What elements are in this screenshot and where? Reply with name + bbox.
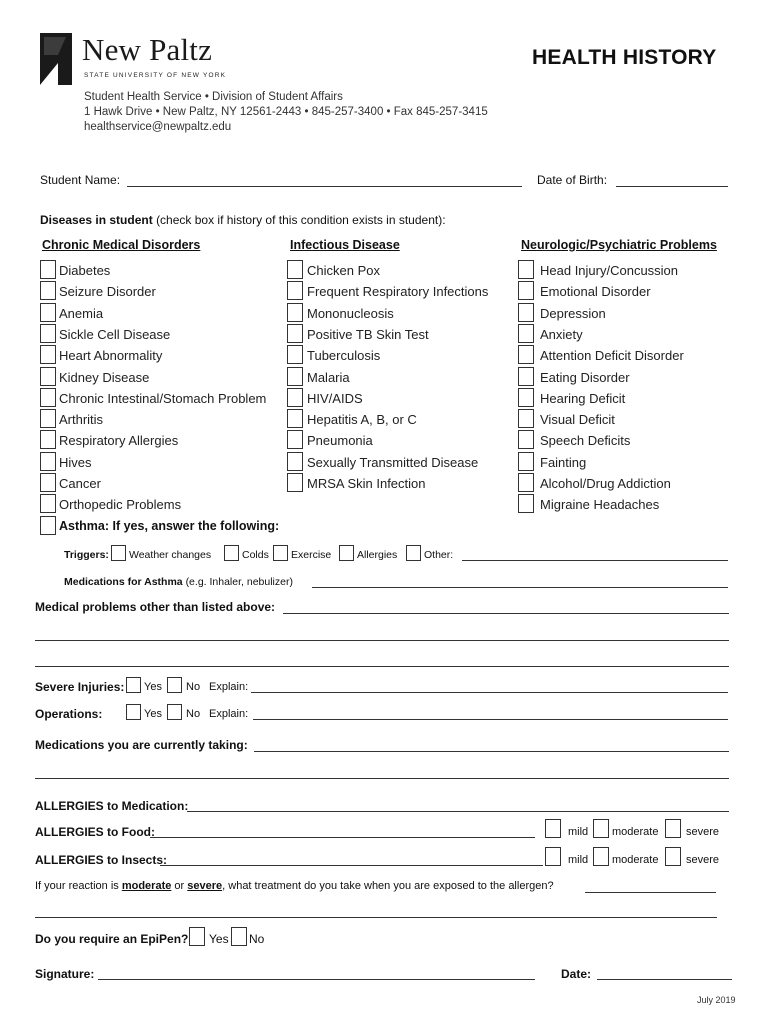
infectious-disease-label: MRSA Skin Infection xyxy=(307,476,426,491)
infectious-disease-header: Infectious Disease xyxy=(290,238,400,252)
chronic-disorder-checkbox[interactable] xyxy=(40,260,56,279)
signature-label: Signature: xyxy=(35,967,95,981)
reaction-q-severe: severe xyxy=(187,880,223,892)
operations-yes-label: Yes xyxy=(144,708,162,720)
epipen-yes-checkbox[interactable] xyxy=(189,927,205,946)
reaction-field-2[interactable] xyxy=(35,917,717,918)
food-severe-checkbox[interactable] xyxy=(665,819,681,838)
trigger-allergies-label: Allergies xyxy=(357,549,398,561)
reaction-q-pre: If your reaction is xyxy=(35,880,119,892)
reaction-field-1[interactable] xyxy=(585,892,716,893)
logo-name: New Paltz xyxy=(82,32,213,67)
neuro-psych-checkbox[interactable] xyxy=(518,494,534,513)
chronic-disorder-label: Orthopedic Problems xyxy=(59,497,182,512)
infectious-disease-label: Tuberculosis xyxy=(307,348,381,363)
neuro-psych-checkbox[interactable] xyxy=(518,345,534,364)
infectious-disease-checkbox[interactable] xyxy=(287,367,303,386)
chronic-disorder-label: Arthritis xyxy=(59,412,104,427)
chronic-disorder-checkbox[interactable] xyxy=(40,303,56,322)
neuro-psych-checkbox[interactable] xyxy=(518,473,534,492)
chronic-disorder-checkbox[interactable] xyxy=(40,281,56,300)
neuro-psych-label: Hearing Deficit xyxy=(540,391,626,406)
infectious-disease-label: Positive TB Skin Test xyxy=(307,327,429,342)
infectious-disease-checkbox[interactable] xyxy=(287,281,303,300)
reaction-question xyxy=(35,880,554,892)
trigger-other-checkbox[interactable] xyxy=(406,545,421,561)
chronic-disorder-checkbox[interactable] xyxy=(40,345,56,364)
chronic-disorder-label: Kidney Disease xyxy=(59,370,150,385)
neuro-psych-label: Alcohol/Drug Addiction xyxy=(540,476,671,491)
insects-severe-checkbox[interactable] xyxy=(665,847,681,866)
chronic-disorder-checkbox[interactable] xyxy=(40,324,56,343)
neuro-psych-label: Anxiety xyxy=(540,327,583,342)
allergies-medication-field[interactable] xyxy=(187,811,729,812)
epipen-no-label: No xyxy=(249,932,265,946)
chronic-disorder-label: Sickle Cell Disease xyxy=(59,327,171,342)
medical-problems-label: Medical problems other than listed above: xyxy=(35,600,276,614)
infectious-disease-label: HIV/AIDS xyxy=(307,391,363,406)
chronic-disorder-checkbox[interactable] xyxy=(40,430,56,449)
insects-moderate-label: moderate xyxy=(612,854,659,866)
chronic-disorder-checkbox[interactable] xyxy=(40,473,56,492)
asthma-label: Asthma xyxy=(59,519,105,533)
neuro-psych-checkbox[interactable] xyxy=(518,452,534,471)
asthma-meds-hint: (e.g. Inhaler, nebulizer) xyxy=(185,576,293,588)
allergies-food-field[interactable] xyxy=(150,837,535,838)
chronic-disorder-label: Heart Abnormality xyxy=(59,348,163,363)
chronic-disorder-label: Hives xyxy=(59,455,92,470)
trigger-colds-label: Colds xyxy=(242,549,269,561)
severe-injuries-yes-label: Yes xyxy=(144,681,162,693)
infectious-disease-label: Hepatitis A, B, or C xyxy=(307,412,417,427)
neuro-psych-checkbox[interactable] xyxy=(518,260,534,279)
trigger-exercise-checkbox[interactable] xyxy=(273,545,288,561)
infectious-disease-checkbox[interactable] xyxy=(287,260,303,279)
neuro-psych-checkbox[interactable] xyxy=(518,303,534,322)
neuro-psych-label: Head Injury/Concussion xyxy=(540,263,679,278)
chronic-disorder-checkbox[interactable] xyxy=(40,409,56,428)
infectious-disease-label: Pneumonia xyxy=(307,433,373,448)
infectious-disease-label: Frequent Respiratory Infections xyxy=(307,284,489,299)
current-meds-label: Medications you are currently taking: xyxy=(35,738,248,752)
asthma-label-row xyxy=(59,519,279,533)
footer-date: July 2019 xyxy=(697,995,736,1005)
neuro-psych-label: Speech Deficits xyxy=(540,433,631,448)
trigger-weather-checkbox[interactable] xyxy=(111,545,126,561)
trigger-other-field[interactable] xyxy=(462,560,728,561)
neuro-psych-label: Fainting xyxy=(540,455,587,470)
infectious-disease-checkbox[interactable] xyxy=(287,388,303,407)
neuro-psych-label: Eating Disorder xyxy=(540,370,630,385)
triggers-label: Triggers: xyxy=(64,549,109,561)
chronic-disorder-label: Anemia xyxy=(59,306,104,321)
current-meds-field-2[interactable] xyxy=(35,778,729,779)
insects-mild-checkbox[interactable] xyxy=(545,847,561,866)
allergies-food-label: ALLERGIES to Food: xyxy=(35,825,155,839)
severe-injuries-explain-field[interactable] xyxy=(251,692,728,693)
food-moderate-checkbox[interactable] xyxy=(593,819,609,838)
insects-mild-label: mild xyxy=(568,854,589,866)
allergies-insects-field[interactable] xyxy=(160,865,543,866)
neuro-psych-label: Depression xyxy=(540,306,606,321)
neuro-psych-label: Attention Deficit Disorder xyxy=(540,348,684,363)
neuro-psych-label: Emotional Disorder xyxy=(540,284,651,299)
operations-yes-checkbox[interactable] xyxy=(126,704,141,720)
epipen-no-checkbox[interactable] xyxy=(231,927,247,946)
neuro-psych-header: Neurologic/Psychiatric Problems xyxy=(521,238,717,252)
food-severe-label: severe xyxy=(686,826,720,838)
reaction-q-post: , what treatment do you take when you are exposed to the allergen? xyxy=(222,880,554,892)
chronic-disorder-label: Diabetes xyxy=(59,263,111,278)
neuro-psych-checkbox[interactable] xyxy=(518,324,534,343)
operations-label: Operations: xyxy=(35,707,103,721)
infectious-disease-checkbox[interactable] xyxy=(287,430,303,449)
diseases-intro-rest: (check box if history of this condition exists in student): xyxy=(156,213,446,227)
neuro-psych-checkbox[interactable] xyxy=(518,430,534,449)
signature-field[interactable] xyxy=(98,979,535,980)
infectious-disease-label: Sexually Transmitted Disease xyxy=(307,455,479,470)
allergies-insects-label: ALLERGIES to Insects: xyxy=(35,853,168,867)
chronic-disorder-label: Respiratory Allergies xyxy=(59,433,179,448)
dob-field[interactable] xyxy=(616,186,728,187)
infectious-disease-checkbox[interactable] xyxy=(287,345,303,364)
chronic-disorder-checkbox[interactable] xyxy=(40,367,56,386)
diseases-intro-bold: Diseases in student xyxy=(40,213,153,227)
infectious-disease-checkbox[interactable] xyxy=(287,409,303,428)
chronic-disorder-label: Chronic Intestinal/Stomach Problem xyxy=(59,391,267,406)
severe-injuries-label: Severe Injuries: xyxy=(35,680,125,694)
trigger-allergies-checkbox[interactable] xyxy=(339,545,354,561)
severe-injuries-explain-label: Explain: xyxy=(209,681,249,693)
new-paltz-logo-icon xyxy=(38,33,74,85)
infectious-disease-checkbox[interactable] xyxy=(287,324,303,343)
address-line-2: 1 Hawk Drive • New Paltz, NY 12561-2443 • 845-257-3400 • Fax 845-257-3415 xyxy=(84,106,488,118)
infectious-disease-checkbox[interactable] xyxy=(287,473,303,492)
neuro-psych-checkbox[interactable] xyxy=(518,409,534,428)
student-name-field[interactable] xyxy=(127,186,522,187)
current-meds-field-1[interactable] xyxy=(254,751,729,752)
allergies-medication-label: ALLERGIES to Medication: xyxy=(35,799,189,813)
reaction-q-moderate: moderate xyxy=(121,880,172,892)
food-moderate-label: moderate xyxy=(612,826,659,838)
chronic-disorder-checkbox[interactable] xyxy=(40,452,56,471)
neuro-psych-label: Visual Deficit xyxy=(540,412,615,427)
trigger-exercise-label: Exercise xyxy=(291,549,332,561)
food-mild-label: mild xyxy=(568,826,589,838)
trigger-colds-checkbox[interactable] xyxy=(224,545,239,561)
operations-explain-field[interactable] xyxy=(253,719,728,720)
asthma-meds-field[interactable] xyxy=(312,587,728,588)
neuro-psych-checkbox[interactable] xyxy=(518,388,534,407)
severe-injuries-no-checkbox[interactable] xyxy=(167,677,182,693)
dob-label: Date of Birth: xyxy=(537,173,608,187)
infectious-disease-checkbox[interactable] xyxy=(287,452,303,471)
date-field[interactable] xyxy=(597,979,732,980)
student-name-label: Student Name: xyxy=(40,173,121,187)
insects-moderate-checkbox[interactable] xyxy=(593,847,609,866)
epipen-label: Do you require an EpiPen? xyxy=(35,932,189,946)
chronic-disorder-checkbox[interactable] xyxy=(40,388,56,407)
date-label: Date: xyxy=(561,967,592,981)
infectious-disease-checkbox[interactable] xyxy=(287,303,303,322)
infectious-disease-label: Malaria xyxy=(307,370,350,385)
operations-explain-label: Explain: xyxy=(209,708,249,720)
medical-problems-field-1[interactable] xyxy=(283,613,729,614)
epipen-yes-label: Yes xyxy=(209,932,229,946)
email-line: healthservice@newpaltz.edu xyxy=(84,121,232,133)
logo-subtitle: STATE UNIVERSITY OF NEW YORK xyxy=(84,72,227,79)
asthma-meds-label: Medications for Asthma xyxy=(64,576,183,588)
insects-severe-label: severe xyxy=(686,854,720,866)
chronic-disorders-header: Chronic Medical Disorders xyxy=(42,238,201,252)
operations-no-checkbox[interactable] xyxy=(167,704,182,720)
infectious-disease-label: Mononucleosis xyxy=(307,306,394,321)
food-mild-checkbox[interactable] xyxy=(545,819,561,838)
page-title: HEALTH HISTORY xyxy=(532,46,717,69)
medical-problems-field-2[interactable] xyxy=(35,640,729,641)
reaction-q-or: or xyxy=(174,880,185,892)
chronic-disorder-checkbox[interactable] xyxy=(40,494,56,513)
asthma-label-rest: : If yes, answer the following: xyxy=(104,519,280,533)
neuro-psych-label: Migraine Headaches xyxy=(540,497,660,512)
infectious-disease-label: Chicken Pox xyxy=(307,263,380,278)
medical-problems-field-3[interactable] xyxy=(35,666,729,667)
chronic-disorder-label: Seizure Disorder xyxy=(59,284,156,299)
diseases-intro xyxy=(40,213,446,227)
asthma-checkbox[interactable] xyxy=(40,516,56,535)
trigger-weather-label: Weather changes xyxy=(129,549,212,561)
address-line-1: Student Health Service • Division of Student Affairs xyxy=(84,91,343,103)
operations-no-label: No xyxy=(186,708,201,720)
asthma-meds-label-row xyxy=(64,576,293,588)
trigger-other-label: Other: xyxy=(424,549,454,561)
chronic-disorder-label: Cancer xyxy=(59,476,101,491)
neuro-psych-checkbox[interactable] xyxy=(518,367,534,386)
neuro-psych-checkbox[interactable] xyxy=(518,281,534,300)
severe-injuries-no-label: No xyxy=(186,681,201,693)
severe-injuries-yes-checkbox[interactable] xyxy=(126,677,141,693)
